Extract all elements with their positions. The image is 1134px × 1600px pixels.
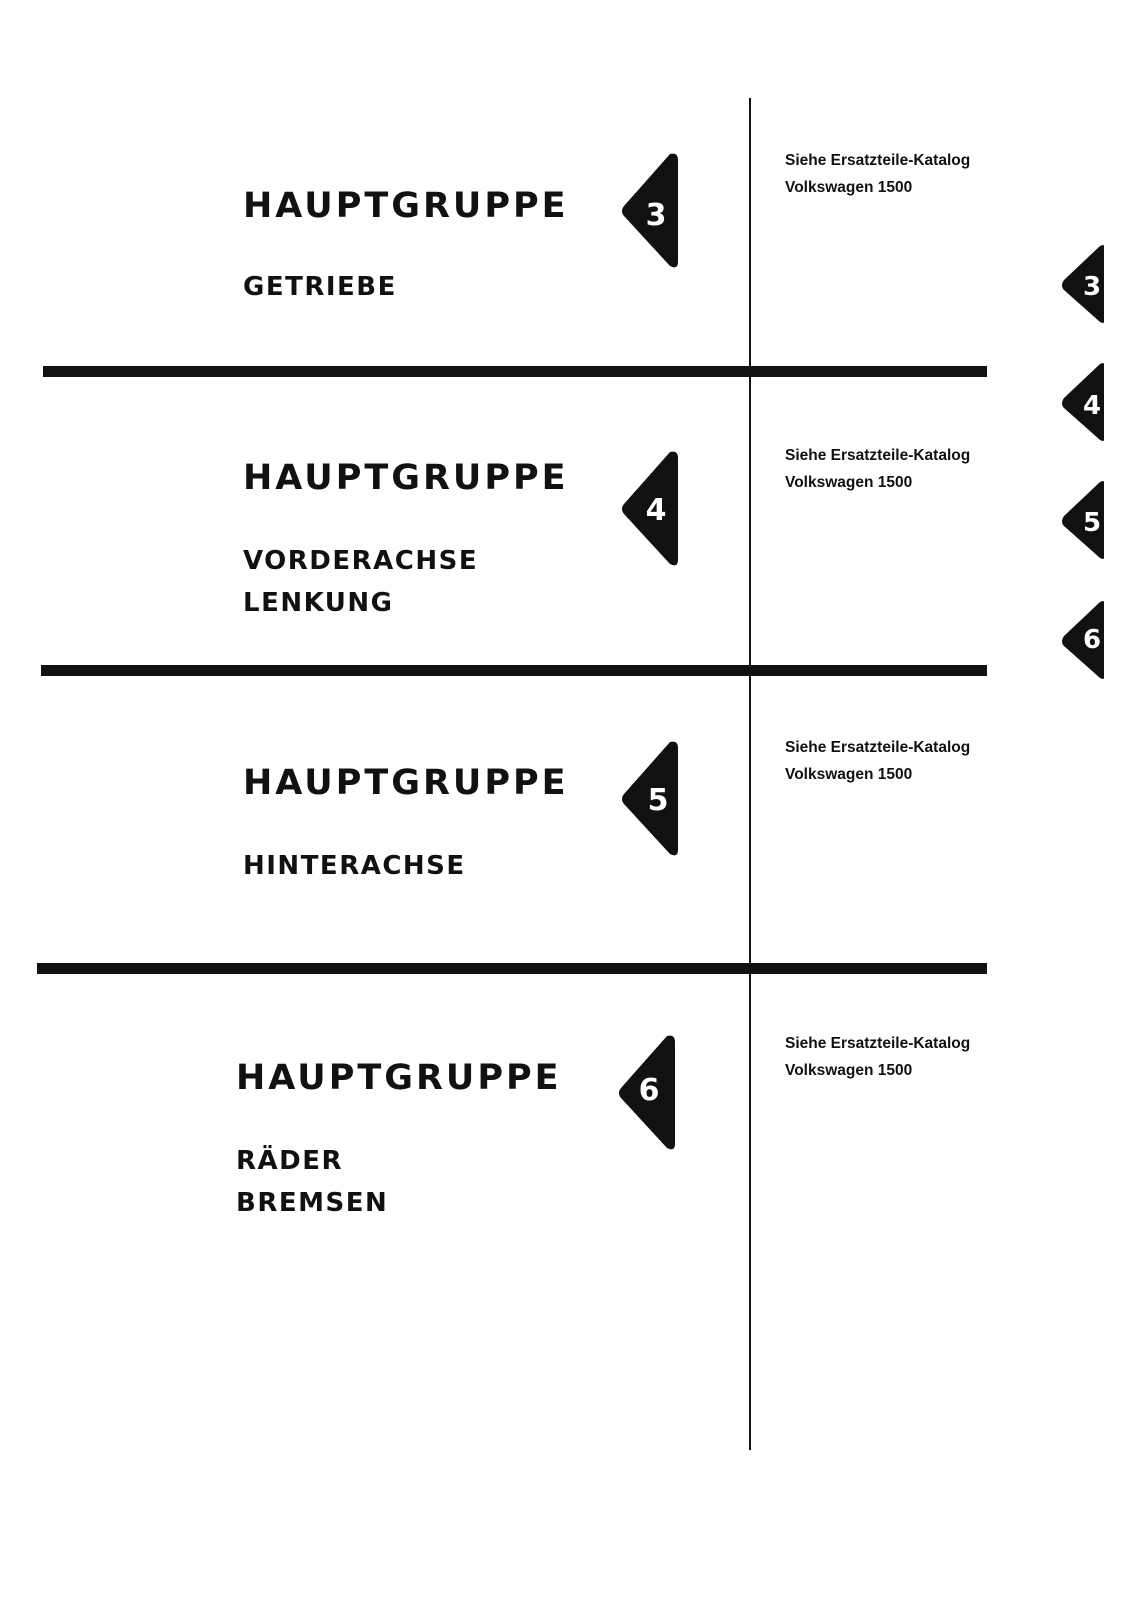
edge-tab-number: 5: [1082, 508, 1102, 538]
edge-tab-number: 3: [1082, 272, 1102, 302]
group-number-badge: [620, 450, 682, 568]
note-line: Siehe Ersatzteile-Katalog: [785, 1035, 971, 1052]
edge-tab[interactable]: [1060, 244, 1108, 324]
title-line: BREMSEN: [236, 1188, 389, 1218]
note-line: Siehe Ersatzteile-Katalog: [785, 447, 971, 464]
section-title: [243, 266, 397, 308]
section-heading: HAUPTGRUPPE: [243, 186, 569, 226]
section-divider-3: [37, 963, 987, 974]
edge-tab[interactable]: [1060, 362, 1108, 442]
badge-number: 5: [647, 783, 669, 818]
section-heading: HAUPTGRUPPE: [236, 1058, 562, 1098]
group-number-badge: [617, 1034, 679, 1152]
catalog-note: [785, 147, 970, 201]
vertical-divider: [749, 98, 751, 1450]
badge-shape: [620, 450, 682, 568]
group-number-badge: [620, 152, 682, 270]
badge-shape: [617, 1034, 679, 1152]
edge-tab[interactable]: [1060, 600, 1108, 680]
catalog-note: [785, 442, 970, 496]
section-title: [243, 540, 478, 624]
badge-number: 6: [638, 1073, 660, 1108]
title-line: HINTERACHSE: [243, 851, 466, 881]
section-heading: HAUPTGRUPPE: [243, 458, 569, 498]
note-line: Volkswagen 1500: [785, 1062, 913, 1079]
section-divider-1: [43, 366, 987, 377]
section-divider-2: [41, 665, 987, 676]
edge-tab[interactable]: [1060, 480, 1108, 560]
edge-tab-number: 4: [1082, 391, 1102, 421]
section-heading: HAUPTGRUPPE: [243, 763, 569, 803]
badge-number: 4: [645, 493, 667, 528]
badge-number: 3: [645, 198, 667, 233]
note-line: Volkswagen 1500: [785, 474, 913, 491]
badge-shape: [620, 740, 682, 858]
catalog-note: [785, 1030, 970, 1084]
section-title: [236, 1140, 388, 1224]
edge-tab-number: 6: [1082, 625, 1102, 655]
catalog-note: [785, 734, 970, 788]
note-line: Siehe Ersatzteile-Katalog: [785, 739, 971, 756]
title-line: RÄDER: [236, 1146, 344, 1176]
note-line: Volkswagen 1500: [785, 766, 913, 783]
note-line: Siehe Ersatzteile-Katalog: [785, 152, 971, 169]
title-line: VORDERACHSE: [243, 546, 479, 576]
title-line: LENKUNG: [243, 588, 394, 618]
group-number-badge: [620, 740, 682, 858]
title-line: GETRIEBE: [243, 272, 397, 302]
badge-shape: [620, 152, 682, 270]
note-line: Volkswagen 1500: [785, 179, 913, 196]
section-title: [243, 845, 466, 887]
